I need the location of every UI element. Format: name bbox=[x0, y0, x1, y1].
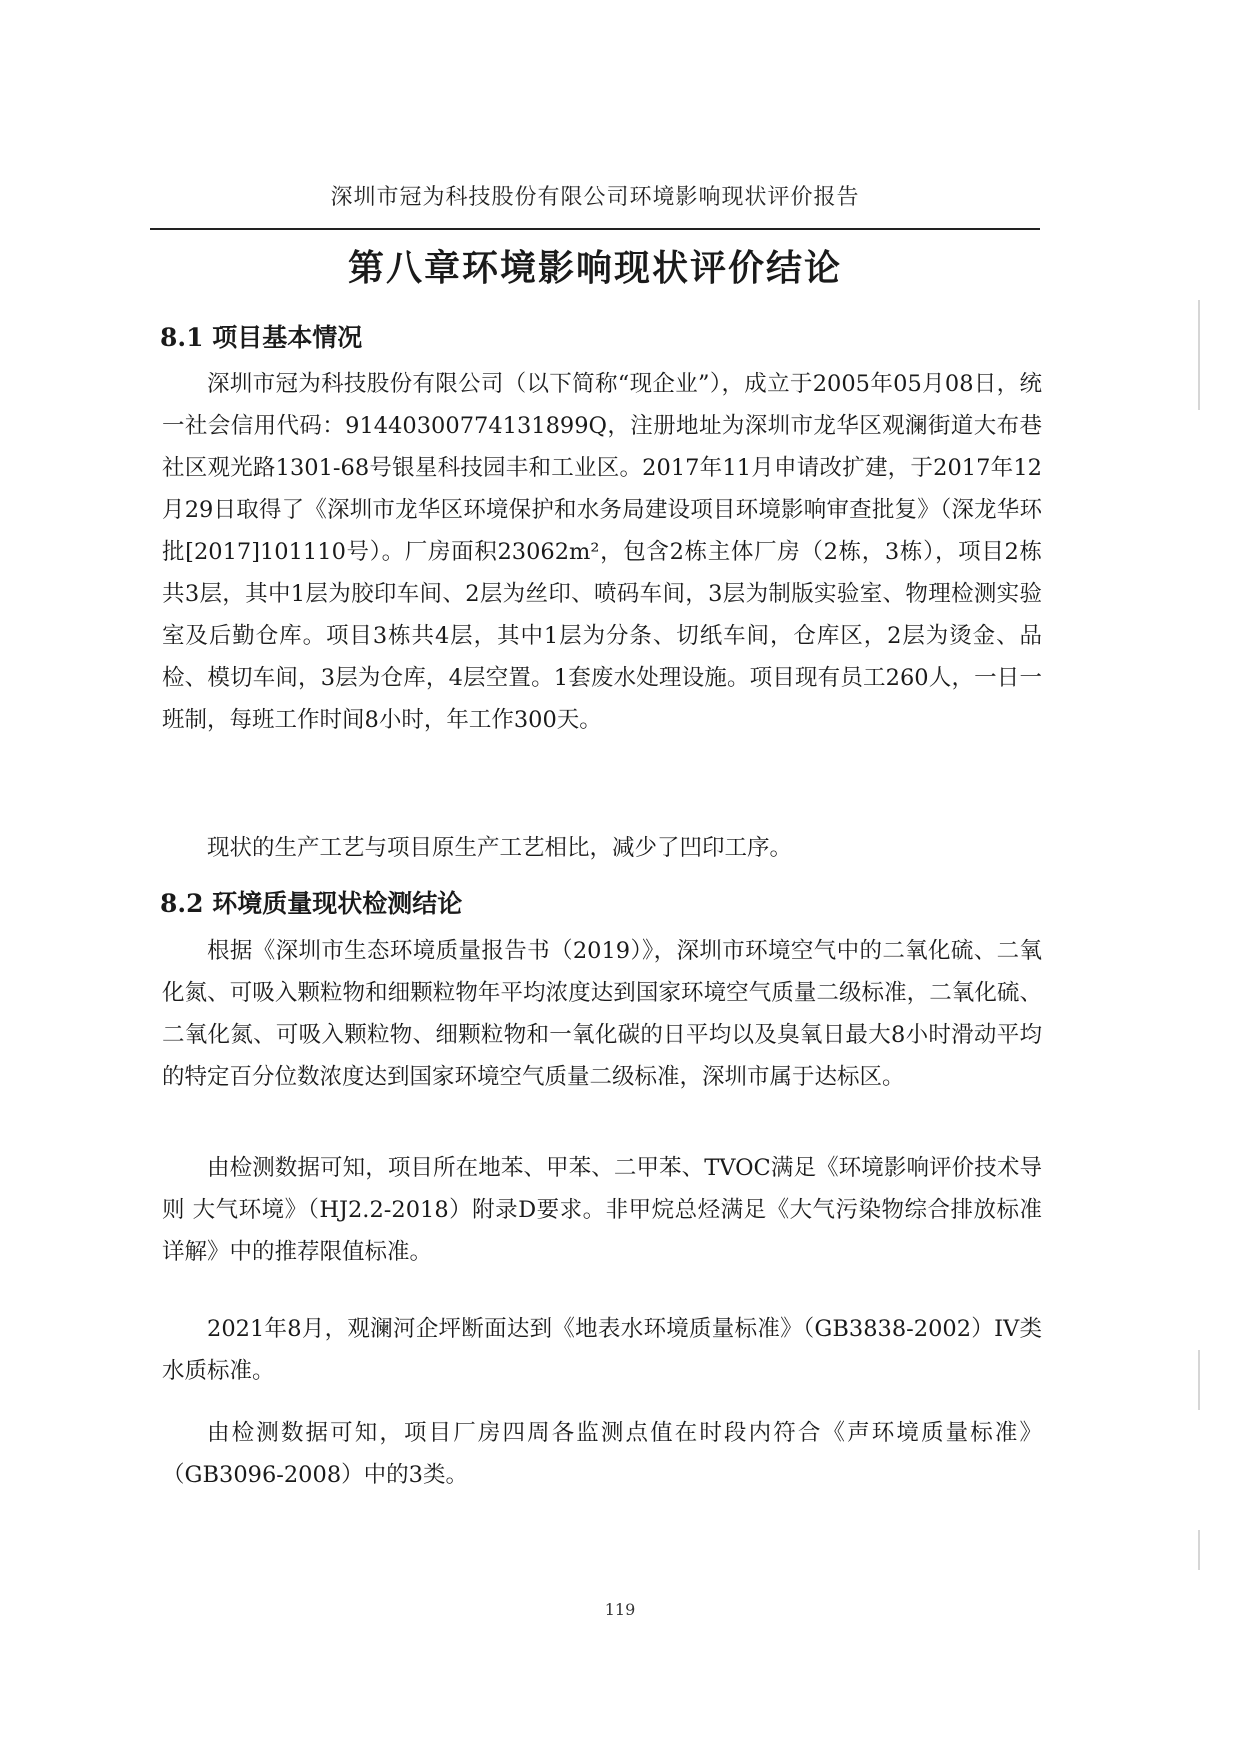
scan-artifact-mark bbox=[1198, 1530, 1200, 1570]
page-number: 119 bbox=[604, 1600, 636, 1619]
paragraph-project-basics: 深圳市冠为科技股份有限公司（以下简称“现企业”），成立于2005年05月08日，统一社会信用代码：91440300774131899Q，注册地址为深圳市龙华区观澜街道大布巷社区观光路1301-68号银星科技园丰和工业区。2017年11月申请改扩建，于2017年12月29日取得了《深圳市龙华区环境保护和水务局建设项目环境影响审查批复》（深龙华环批[2017]101110号）。厂房面积23062m²，包含2栋主体厂房（2栋，3栋），项目2栋共3层，其中1层为胶印车间、2层为丝印、喷码车间，3层为制版实验室、物理检测实验室及后勤仓库。项目3栋共4层，其中1层为分条、切纸车间，仓库区，2层为烫金、品检、模切车间，3层为仓库，4层空置。1套废水处理设施。项目现有员工260人，一日一班制，每班工作时间8小时，年工作300天。 bbox=[162, 371, 1042, 733]
paragraph-noise: 由检测数据可知，项目厂房四周各监测点值在时段内符合《声环境质量标准》（GB3096-2008）中的3类。 bbox=[162, 1420, 1042, 1488]
paragraph-surface-water: 2021年8月，观澜河企坪断面达到《地表水环境质量标准》（GB3838-2002）IV类水质标准。 bbox=[162, 1316, 1042, 1384]
section-heading-8-2: 8.2 环境质量现状检测结论 bbox=[160, 889, 463, 918]
paragraph-air-quality: 根据《深圳市生态环境质量报告书（2019）》，深圳市环境空气中的二氧化硫、二氧化氮、可吸入颗粒物和细颗粒物年平均浓度达到国家环境空气质量二级标准，二氧化硫、二氧化氮、可吸入颗粒物、细颗粒物和一氧化碳的日平均以及臭氧日最大8小时滑动平均的特定百分位数浓度达到国家环境空气质量二级标准，深圳市属于达标区。 bbox=[162, 938, 1042, 1090]
scan-artifact-mark bbox=[1198, 1350, 1200, 1410]
paragraph-process-change: 现状的生产工艺与项目原生产工艺相比，减少了凹印工序。 bbox=[207, 835, 793, 861]
header-rule bbox=[150, 228, 1040, 230]
scan-artifact-mark bbox=[1198, 300, 1200, 410]
chapter-title: 第八章环境影响现状评价结论 bbox=[347, 247, 842, 289]
section-heading-8-1: 8.1 项目基本情况 bbox=[160, 323, 363, 352]
running-header: 深圳市冠为科技股份有限公司环境影响现状评价报告 bbox=[330, 185, 860, 210]
paragraph-voc-monitoring: 由检测数据可知，项目所在地苯、甲苯、二甲苯、TVOC满足《环境影响评价技术导则 大气环境》（HJ2.2-2018）附录D要求。非甲烷总烃满足《大气污染物综合排放标准详解》中的推荐限值标准。 bbox=[162, 1155, 1042, 1265]
